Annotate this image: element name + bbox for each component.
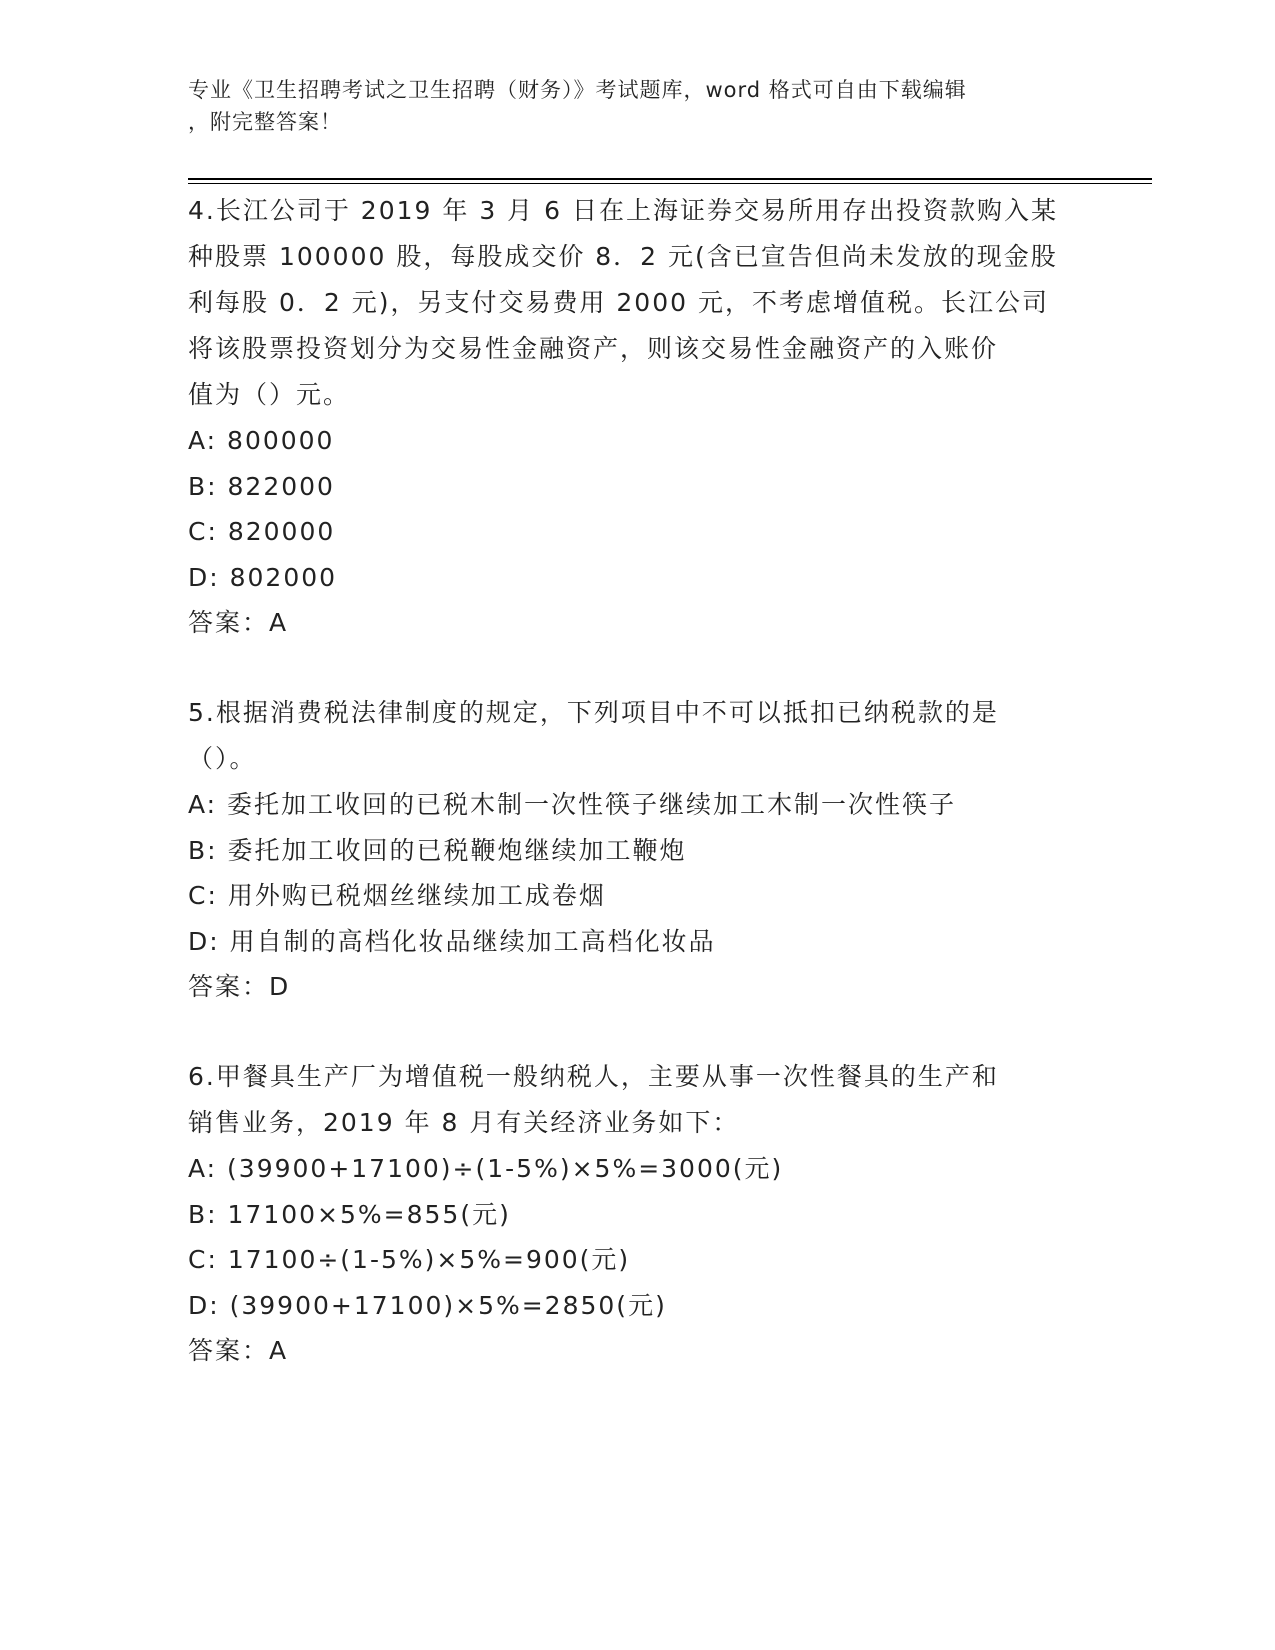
question-stem-line: （）。 (188, 744, 257, 773)
document-header (188, 74, 1088, 138)
spacer (188, 1010, 1088, 1054)
option-a: A: 委托加工收回的已税木制一次性筷子继续加工木制一次性筷子 (188, 790, 957, 819)
option-b: B: 822000 (188, 471, 335, 501)
question-stem-line: 种股票 100000 股，每股成交价 8．2 元(含已宣告但尚未发放的现金股 (188, 242, 1058, 271)
option-a: A: (39900+17100)÷(1-5%)×5%=3000(元) (188, 1154, 784, 1183)
header-line-2: ，附完整答案！ (188, 110, 342, 134)
answer: 答案：D (188, 972, 291, 1001)
spacer (188, 646, 1088, 690)
answer: 答案：A (188, 1336, 289, 1365)
question-4 (188, 188, 1088, 646)
question-stem-line: 5.根据消费税法律制度的规定，下列项目中不可以抵扣已纳税款的是 (188, 698, 999, 727)
option-d: D: 802000 (188, 562, 338, 592)
question-5 (188, 690, 1088, 1010)
option-d: D: (39900+17100)×5%=2850(元) (188, 1290, 667, 1320)
header-rule-thick (188, 178, 1152, 180)
question-list (188, 188, 1088, 1374)
question-stem-line: 将该股票投资划分为交易性金融资产，则该交易性金融资产的入账价 (188, 334, 999, 363)
option-b: B: 17100×5%=855(元) (188, 1199, 511, 1229)
header-line-1: 专业《卫生招聘考试之卫生招聘（财务）》考试题库，word 格式可自由下载编辑 (188, 78, 967, 102)
question-6 (188, 1054, 1088, 1374)
header-rule-thin (188, 183, 1152, 184)
option-c: C: 820000 (188, 517, 336, 546)
option-d: D: 用自制的高档化妆品继续加工高档化妆品 (188, 926, 716, 956)
question-stem-line: 利每股 0．2 元)，另支付交易费用 2000 元，不考虑增值税。长江公司 (188, 288, 1049, 317)
question-stem-line: 值为（）元。 (188, 380, 351, 409)
option-b: B: 委托加工收回的已税鞭炮继续加工鞭炮 (188, 835, 687, 865)
option-c: C: 用外购已税烟丝继续加工成卷烟 (188, 881, 606, 910)
question-stem-line: 6.甲餐具生产厂为增值税一般纳税人，主要从事一次性餐具的生产和 (188, 1062, 999, 1091)
option-a: A: 800000 (188, 426, 335, 455)
answer: 答案：A (188, 608, 289, 637)
option-c: C: 17100÷(1-5%)×5%=900(元) (188, 1245, 631, 1274)
question-stem-line: 销售业务，2019 年 8 月有关经济业务如下： (188, 1108, 740, 1137)
question-stem-line: 4.长江公司于 2019 年 3 月 6 日在上海证券交易所用存出投资款购入某 (188, 196, 1058, 225)
